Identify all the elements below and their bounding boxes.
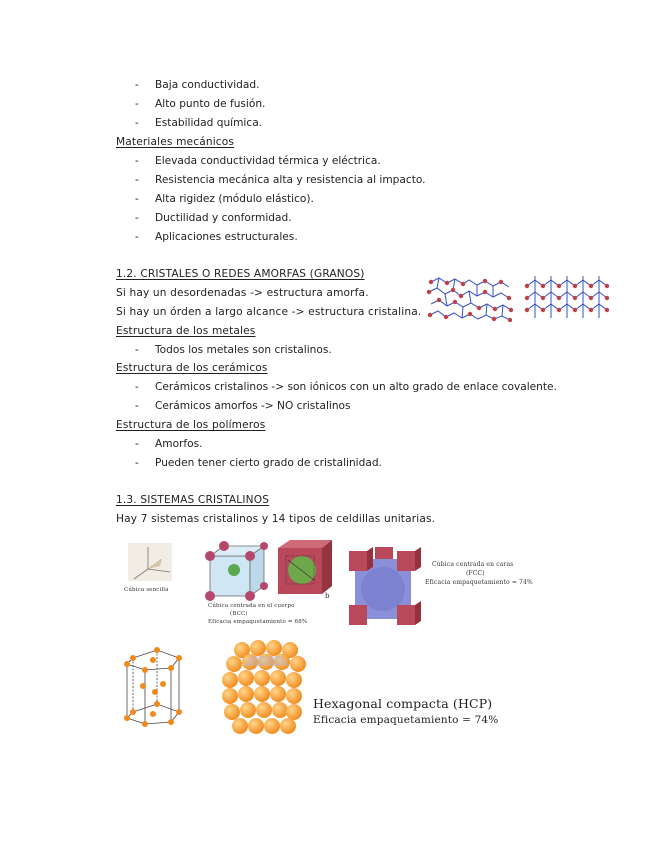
crystalline-network xyxy=(527,276,607,318)
thermal-prop-1: Baja conductividad. xyxy=(155,79,260,91)
fcc-caption-1: Cúbica centrada en caras xyxy=(432,561,514,568)
section-1-2-title: 1.2. CRISTALES O REDES AMORFAS (GRANOS) xyxy=(116,268,365,280)
mech-heading: Materiales mecánicos xyxy=(116,136,235,148)
hcp-hexagonal-cell-figure xyxy=(119,646,189,734)
axes-caption: Cúbica sencilla xyxy=(124,587,169,593)
hcp-sphere-stack-figure xyxy=(220,636,308,736)
crystal-axes-figure xyxy=(118,539,178,589)
amorphous-crystalline-network-figure xyxy=(425,274,615,322)
metals-heading: Estructura de los metales xyxy=(116,325,256,337)
fcc-caption-3: Eficacia empaquetamiento = 74% xyxy=(425,579,533,586)
hcp-caption-2: Eficacia empaquetamiento = 74% xyxy=(313,714,499,726)
polymers-heading: Estructura de los polímeros xyxy=(116,419,266,431)
ceramics-item-2: Cerámicos amorfos -> NO cristalinos xyxy=(155,400,351,412)
polymers-item-1: Amorfos. xyxy=(155,438,203,450)
polymers-item-2: Pueden tener cierto grado de cristalinidad. xyxy=(155,457,382,469)
bcc-caption-1: Cúbica centrada en el cuerpo xyxy=(208,603,295,609)
mech-prop-1: Elevada conductividad térmica y eléctrica. xyxy=(155,155,381,167)
hcp-caption-1: Hexagonal compacta (HCP) xyxy=(313,696,493,711)
section-1-3-title: 1.3. SISTEMAS CRISTALINOS xyxy=(116,494,270,506)
bcc-unit-cell-figure xyxy=(196,540,268,604)
ceramics-item-1: Cerámicos cristalinos -> son iónicos con un alto grado de enlace covalente. xyxy=(155,381,557,393)
fcc-cube-figure xyxy=(345,545,423,631)
mech-prop-2: Resistencia mecánica alta y resistencia al impacto. xyxy=(155,174,426,186)
section-1-3-intro: Hay 7 sistemas cristalinos y 14 tipos de celdillas unitarias. xyxy=(116,513,436,525)
fcc-caption-2: (FCC) xyxy=(466,570,485,577)
amorphous-line: Si hay un desordenadas -> estructura amorfa. xyxy=(116,287,369,299)
thermal-prop-3: Estabilidad química. xyxy=(155,117,263,129)
thermal-prop-2: Alto punto de fusión. xyxy=(155,98,266,110)
document-page: - Baja conductividad. - Alto punto de fusión. - Estabilidad química. Materiales mecánicos - Elevada conductividad térmica y eléctrica. - Resistencia mecánica alta y resistencia al impacto. - Alta rigidez (módulo elástico). - Ductilidad y conformidad. - Aplicaciones estructurales. 1.2. CRISTALES O REDES AMORFAS (GRANOS) Si hay un desordenadas -> estructura amorfa. Si hay un órden a largo alcance -> estructura cristalina. Estructura de los metales - Todos los metales son cristalinos. Estructura de los cerámicos - Cerámicos cristalinos -> son iónicos con un alto grado de enlace covalente. - Cerámicos amorfos -> NO cristalinos Estructura de los polímeros - Amorfos. - Pueden tener cierto grado de cristalinidad. 1.3. SISTEMAS CRISTALINOS Hay 7 sistemas cristalinos y 14 tipos de celdillas unitarias. Cúbica sencilla Cúbica centrada en el cuerpo (BCC) Eficacia empaquetamiento = 68% b Cúbica centrada en caras (FCC) Eficacia empaquetamiento = 74% Hexagonal compacta (HCP) Eficacia empaquetamiento = 74% xyxy=(0,0,655,848)
bcc-caption-2: (BCC) xyxy=(230,611,248,617)
metals-item-1: Todos los metales son cristalinos. xyxy=(155,344,332,356)
mech-prop-4: Ductilidad y conformidad. xyxy=(155,212,292,224)
mech-prop-3: Alta rigidez (módulo elástico). xyxy=(155,193,314,205)
amorphous-atoms xyxy=(427,279,513,322)
bcc-caption-3: Eficacia empaquetamiento = 68% xyxy=(208,619,308,625)
mech-prop-5: Aplicaciones estructurales. xyxy=(155,231,298,243)
ceramics-heading: Estructura de los cerámicos xyxy=(116,362,268,374)
crystalline-line: Si hay un órden a largo alcance -> estructura cristalina. xyxy=(116,306,422,318)
bcc-label-b: b xyxy=(325,592,330,600)
